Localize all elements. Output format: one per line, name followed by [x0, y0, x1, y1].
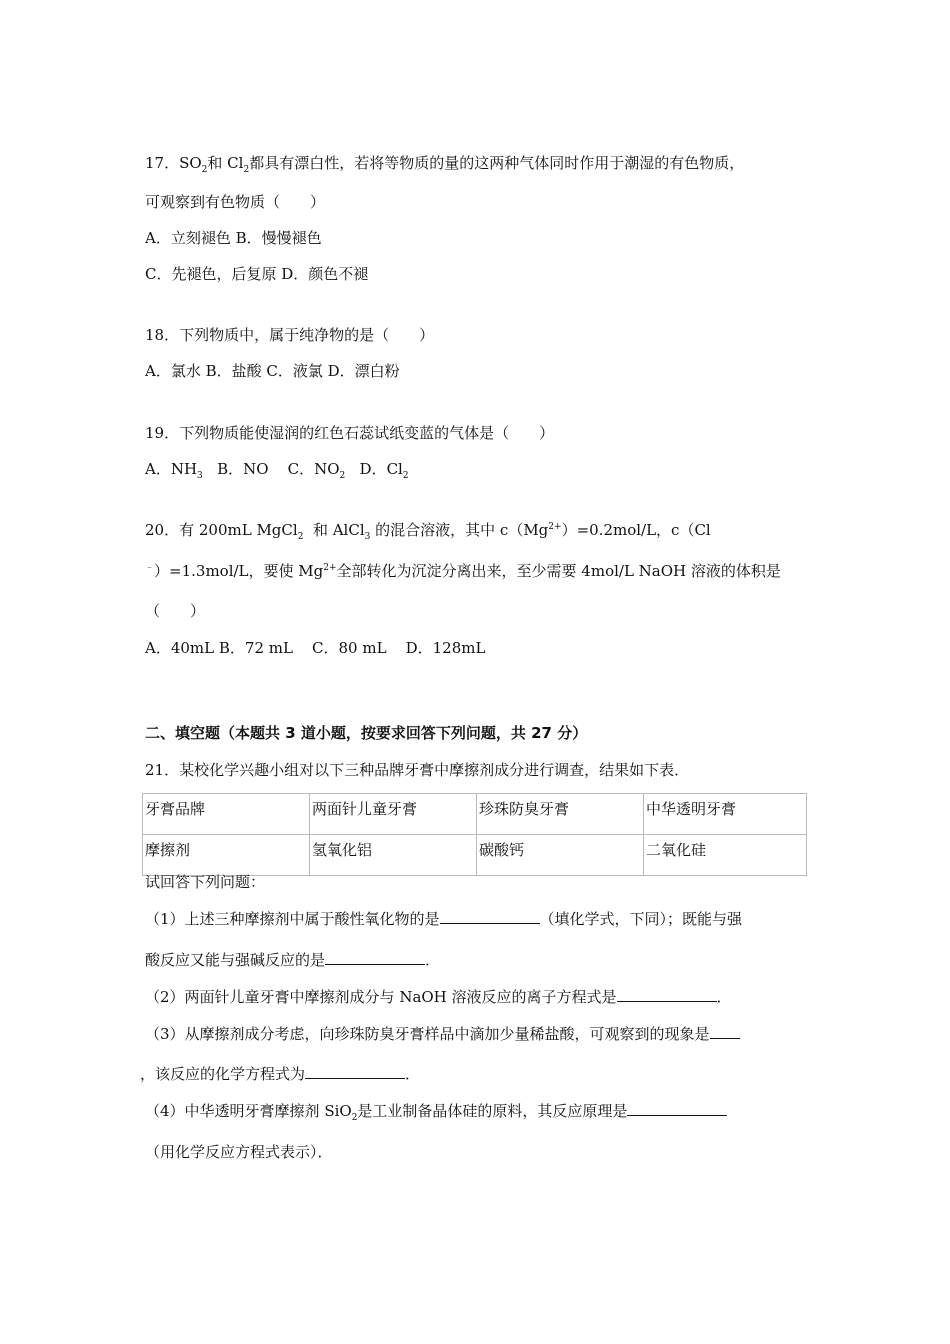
answer-blank[interactable]	[627, 1101, 727, 1116]
answer-blank[interactable]	[325, 950, 425, 965]
answer-blank[interactable]	[305, 1064, 405, 1079]
q21-part3-line2: ，该反应的化学方程式为 ．	[140, 1065, 421, 1083]
table-cell: 碳酸钙	[477, 835, 644, 876]
section-heading: 二、填空题（本题共 3 道小题，按要求回答下列问题，共 27 分）	[145, 724, 588, 742]
table-cell: 氢氧化铝	[310, 835, 477, 876]
table-cell: 二氧化硅	[644, 835, 807, 876]
q21-part1-line1: （1）上述三种摩擦剂中属于酸性氧化物的是 （填化学式，下同）；既能与强	[145, 910, 743, 928]
q20-options: A．40mL B．72 mL C．80 mL D．128mL	[145, 639, 486, 657]
q19-options: A．$NH_3$ B．NO C．$NO_2$ D．$Cl_2$	[145, 460, 409, 481]
table-cell: 中华透明牙膏	[644, 794, 807, 835]
q17-stem-line1: 17．$SO_2$和 $Cl_2$都具有漂白性，若将等物质的量的这两种气体同时作用于潮湿的有色物质，	[145, 154, 745, 175]
table-row	[143, 794, 807, 835]
table-row	[143, 835, 807, 876]
q20-stem-line2: ﹣）=1.3mol/L，要使 $Mg^{2+}$全部转化为沉淀分离出来，至少需要 4mol/L NaOH 溶液的体积是	[145, 562, 781, 580]
q18-stem: 18．下列物质中，属于纯净物的是（ ）	[145, 326, 435, 344]
q17-options-cd: C．先褪色，后复原 D．颜色不褪	[145, 265, 369, 283]
q19-stem: 19．下列物质能使湿润的红色石蕊试纸变蓝的气体是（ ）	[145, 424, 555, 442]
table-cell: 珍珠防臭牙膏	[477, 794, 644, 835]
q21-part4-line1: （4）中华透明牙膏摩擦剂 SiO$_2$是工业制备晶体硅的原料，其反应原理是	[145, 1101, 727, 1121]
answer-blank[interactable]	[440, 909, 540, 924]
q21-stem: 21．某校化学兴趣小组对以下三种品牌牙膏中摩擦剂成分进行调查，结果如下表．	[145, 761, 690, 779]
q21-part1-line2: 酸反应又能与强碱反应的是 ．	[145, 951, 441, 969]
q21-prompt: 试回答下列问题：	[145, 873, 266, 891]
table-cell: 牙膏品牌	[143, 794, 310, 835]
q21-part3-line1: （3）从摩擦剂成分考虑，向珍珠防臭牙膏样品中滴加少量稀盐酸，可观察到的现象是	[145, 1024, 740, 1044]
q17-options-ab: A．立刻褪色 B．慢慢褪色	[145, 229, 322, 247]
q20-stem-line1: 20．有 200mL MgCl$_2$ 和 AlCl$_3$ 的混合溶液，其中 $c(Mg^{2+})=0.2mol/L$，c（Cl	[145, 521, 711, 542]
toothpaste-table	[142, 793, 807, 876]
q20-stem-line3: （ ）	[145, 602, 206, 620]
q18-options: A．氯水 B．盐酸 C．液氯 D．漂白粉	[145, 362, 400, 380]
q21-part4-line2: （用化学反应方程式表示）．	[145, 1143, 333, 1161]
table-cell: 摩擦剂	[143, 835, 310, 876]
answer-blank[interactable]	[710, 1024, 740, 1039]
q21-part2: （2）两面针儿童牙膏中摩擦剂成分与 NaOH 溶液反应的离子方程式是 ．	[145, 988, 732, 1006]
table-cell: 两面针儿童牙膏	[310, 794, 477, 835]
q17-stem-line2: 可观察到有色物质（ ）	[145, 193, 326, 211]
answer-blank[interactable]	[617, 987, 717, 1002]
